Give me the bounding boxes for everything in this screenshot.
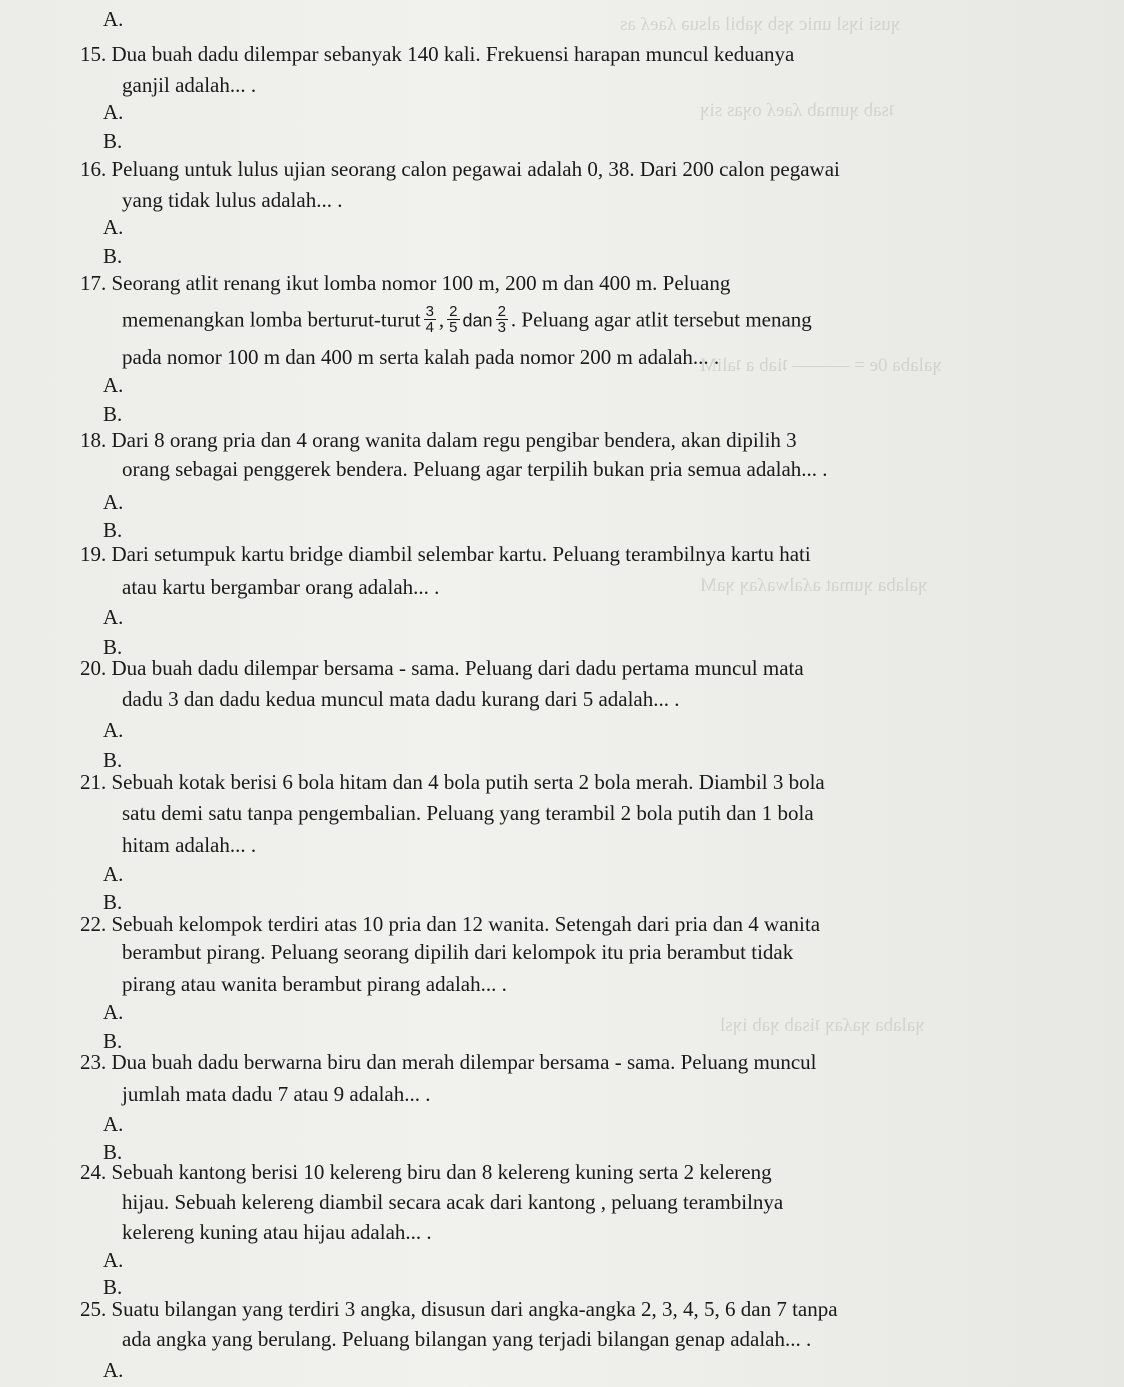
question-number: 24.	[80, 1160, 107, 1184]
option-b: B.	[103, 402, 123, 426]
question-number: 18.	[80, 428, 107, 452]
question-21	[80, 770, 825, 794]
question-text: pirang atau wanita berambut pirang adalah... .	[122, 972, 507, 996]
question-text: Seorang atlit renang ikut lomba nomor 100 m, 200 m dan 400 m. Peluang	[111, 271, 731, 295]
question-text: berambut pirang. Peluang seorang dipilih dari kelompok itu pria berambut tidak	[122, 940, 794, 964]
question-text: memenangkan lomba berturut-turut	[122, 307, 421, 332]
fraction: $\frac{3}{4}$	[425, 303, 434, 336]
option-b: B.	[103, 244, 123, 268]
question-19	[80, 542, 811, 566]
question-text: hitam adalah... .	[122, 833, 257, 857]
question-text: Peluang untuk lulus ujian seorang calon pegawai adalah 0, 38. Dari 200 calon pegawai	[111, 157, 840, 181]
option-a: A.	[103, 7, 124, 31]
fraction: $\frac{2}{3}$	[497, 303, 506, 336]
question-number: 19.	[80, 542, 107, 566]
option-a: A.	[103, 1000, 124, 1024]
question-17	[80, 271, 730, 295]
question-number: 22.	[80, 912, 107, 936]
question-text: Sebuah kelompok terdiri atas 10 pria dan 12 wanita. Setengah dari pria dan 4 wanita	[111, 912, 821, 936]
question-text: Sebuah kantong berisi 10 kelereng biru dan 8 kelereng kuning serta 2 kelereng	[111, 1160, 772, 1184]
question-text: kelereng kuning atau hijau adalah... .	[122, 1220, 432, 1244]
question-text: orang sebagai penggerek bendera. Peluang agar terpilih bukan pria semua adalah... .	[122, 457, 828, 481]
question-text: Sebuah kotak berisi 6 bola hitam dan 4 bola putih serta 2 bola merah. Diambil 3 bola	[111, 770, 825, 794]
question-text: Suatu bilangan yang terdiri 3 angka, disusun dari angka-angka 2, 3, 4, 5, 6 dan 7 tanpa	[111, 1297, 838, 1321]
question-text: ada angka yang berulang. Peluang bilangan yang terjadi bilangan genap adalah... .	[122, 1327, 812, 1351]
question-25	[80, 1297, 838, 1321]
question-16	[80, 157, 840, 181]
question-number: 15.	[80, 42, 107, 66]
question-text: Dari setumpuk kartu bridge diambil selembar kartu. Peluang terambilnya kartu hati	[111, 542, 811, 566]
question-text: dadu 3 dan dadu kedua muncul mata dadu kurang dari 5 adalah... .	[122, 687, 680, 711]
question-number: 25.	[80, 1297, 107, 1321]
question-15	[80, 42, 794, 66]
fraction: $\frac{2}{5}$	[449, 303, 458, 336]
question-text: satu demi satu tanpa pengembalian. Peluang yang terambil 2 bola putih dan 1 bola	[122, 801, 814, 825]
question-number: 16.	[80, 157, 107, 181]
bleed-through-decoration: ʞalaba ʞumat aʎalwaʎaʞ ʞaM	[700, 575, 928, 596]
option-b: B.	[103, 890, 123, 914]
option-a: A.	[103, 1112, 124, 1136]
question-text: jumlah mata dadu 7 atau 9 adalah... .	[122, 1082, 431, 1106]
question-text: yang tidak lulus adalah... .	[122, 188, 343, 212]
option-a: A.	[103, 490, 124, 514]
option-a: A.	[103, 605, 124, 629]
question-text: Dua buah dadu dilempar sebanyak 140 kali. Frekuensi harapan muncul keduanya	[111, 42, 795, 66]
option-a: A.	[103, 718, 124, 742]
option-b: B.	[103, 635, 123, 659]
option-b: B.	[103, 1275, 123, 1299]
bleed-through-decoration: ʇsab ʞumab ʎaeʎ oʞas siʞ	[700, 100, 895, 121]
question-number: 17.	[80, 271, 107, 295]
question-number: 23.	[80, 1050, 107, 1074]
option-b: B.	[103, 1140, 123, 1164]
bleed-through-decoration: ʞalaba 0e = ——— ʇiab a ʇaliM	[700, 355, 942, 376]
question-text-with-fractions: memenangkan lomba berturut-turut $\frac{3}{4}$ , $\frac{2}{5}$ dan $\frac{2}{3}$ . Peluang agar atlit tersebut menang	[122, 303, 812, 336]
question-number: 21.	[80, 770, 107, 794]
question-24	[80, 1160, 772, 1184]
option-a: A.	[103, 373, 124, 397]
question-22	[80, 912, 820, 936]
question-text: Dua buah dadu dilempar bersama - sama. Peluang dari dadu pertama muncul mata	[111, 656, 804, 680]
bleed-through-decoration: ʞusi iʞsl unic ʞsb ʞabil alsuə ʎaeʎ as	[620, 14, 901, 35]
option-a: A.	[103, 862, 124, 886]
question-text: pada nomor 100 m dan 400 m serta kalah pada nomor 200 m adalah... .	[122, 345, 720, 369]
question-text: atau kartu bergambar orang adalah... .	[122, 575, 440, 599]
question-18	[80, 428, 797, 452]
option-a: A.	[103, 100, 124, 124]
option-b: B.	[103, 748, 123, 772]
question-text: Dari 8 orang pria dan 4 orang wanita dalam regu pengibar bendera, akan dipilih 3	[111, 428, 797, 452]
question-20	[80, 656, 804, 680]
option-a: A.	[103, 1358, 124, 1382]
question-number: 20.	[80, 656, 107, 680]
question-text: Dua buah dadu berwarna biru dan merah dilempar bersama - sama. Peluang muncul	[111, 1050, 817, 1074]
question-text: ganjil adalah... .	[122, 73, 257, 97]
option-b: B.	[103, 129, 123, 153]
bleed-through-decoration: ʞalaba ʞaʎaʞ ʇisab ʞab iʞsl	[720, 1015, 925, 1036]
option-a: A.	[103, 215, 124, 239]
option-a: A.	[103, 1248, 124, 1272]
question-23	[80, 1050, 817, 1074]
option-b: B.	[103, 518, 123, 542]
question-text: hijau. Sebuah kelereng diambil secara acak dari kantong , peluang terambilnya	[122, 1190, 784, 1214]
option-b: B.	[103, 1029, 123, 1053]
